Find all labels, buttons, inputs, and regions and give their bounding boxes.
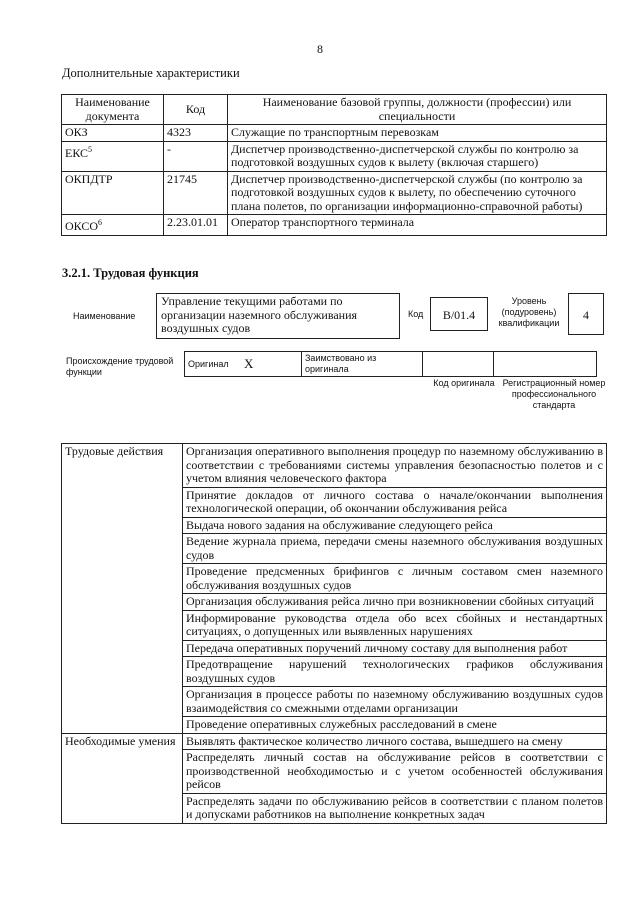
doc-cell: ОКСО$^6$ [62, 215, 164, 236]
footnote-mark: 6 [98, 218, 103, 227]
action-item: Организация в процессе работы по наземному обслуживанию воздушных судов взаимодействия со смежными отделами организации [183, 687, 607, 717]
table-row [62, 171, 607, 215]
code-cell: 4323 [164, 125, 228, 142]
action-item: Выдача нового задания на обслуживание следующего рейса [183, 517, 607, 534]
header-name: Наименование базовой группы, должности (профессии) или специальности [228, 95, 607, 125]
doc-cell: ОКПДТР [62, 171, 164, 215]
function-heading: 3.2.1. Трудовая функция [62, 266, 199, 280]
action-item: Проведение оперативных служебных расследований в смене [183, 717, 607, 734]
name-cell: Служащие по транспортным перевозкам [228, 125, 607, 142]
name-cell: Диспетчер производственно-диспетчерской службы по контролю за подготовкой воздушных судов к вылету (включая старшего) [228, 141, 607, 171]
doc-cell: ЕКС$^5$ [62, 141, 164, 171]
table-row [62, 125, 607, 142]
origin-label: Происхождение трудовой функции [66, 356, 174, 377]
actions-label: Трудовые действия [62, 444, 183, 734]
page-number: 8 [317, 42, 323, 56]
table-row [62, 141, 607, 171]
table-header-row [62, 95, 607, 125]
table-row [62, 444, 607, 488]
doc-cell: ОКЗ [62, 125, 164, 142]
original-label: Оригинал [185, 352, 242, 377]
origin-table [184, 351, 597, 377]
level-value: 4 [568, 293, 604, 335]
header-code: Код [164, 95, 228, 125]
reg-number-caption: Регистрационный номер профессионального стандарта [502, 378, 606, 410]
name-label: Наименование [73, 311, 136, 321]
name-cell: Диспетчер производственно-диспетчерской службы (по контролю за подготовкой воздушных судов к вылету, по обеспечению суточного плана полетов, по организации информационно-справочной работы) [228, 171, 607, 215]
section-title: Дополнительные характеристики [62, 66, 240, 80]
code-cell: 21745 [164, 171, 228, 215]
code-original-caption: Код оригинала [433, 378, 495, 388]
table-row [62, 733, 607, 750]
action-item: Организация обслуживания рейса лично при возникновении сбойных ситуаций [183, 594, 607, 611]
skill-item: Распределять личный состав на обслуживание рейсов в соответствии с производственной необходимостью и с учетом особенностей обслуживания рейсов [183, 750, 607, 794]
additional-characteristics-table [61, 94, 607, 236]
original-code-cell [423, 352, 494, 377]
footnote-mark: 5 [88, 144, 93, 154]
borrowed-label: Заимствовано из оригинала [302, 352, 423, 377]
name-cell: Оператор транспортного терминала [228, 215, 607, 236]
original-mark: X [241, 352, 302, 377]
code-cell: 2.23.01.01 [164, 215, 228, 236]
skills-label: Необходимые умения [62, 733, 183, 823]
action-item: Проведение предсменных брифингов с личным составом смен наземного обслуживания воздушных судов [183, 564, 607, 594]
action-item: Организация оперативного выполнения процедур по наземному обслуживанию в соответствии с требованиями системы управления безопасностью полетов и с учетом влияния человеческого фактора [183, 444, 607, 488]
function-details-table [61, 443, 607, 824]
code-label: Код [408, 309, 424, 319]
function-name-value: Управление текущими работами по организации наземного обслуживания воздушных судов [156, 293, 400, 339]
action-item: Ведение журнала приема, передачи смены наземного обслуживания воздушных судов [183, 534, 607, 564]
header-doc: Наименование документа [62, 95, 164, 125]
skill-item: Распределять задачи по обслуживанию рейсов в соответствии с планом полетов и допусками работников на выполнение конкретных задач [183, 793, 607, 823]
reg-number-cell [494, 352, 597, 377]
code-cell: - [164, 141, 228, 171]
skill-item: Выявлять фактическое количество личного состава, вышедшего на смену [183, 733, 607, 750]
action-item: Передача оперативных поручений личному составу для выполнения работ [183, 640, 607, 657]
level-label: Уровень (подуровень) квалификации [498, 296, 560, 328]
table-row [62, 215, 607, 236]
action-item: Принятие докладов от личного состава о начале/окончании выполнения технологической операции, об окончании обслуживания рейса [183, 487, 607, 517]
action-item: Информирование руководства отдела обо всех сбойных и нестандартных ситуациях, о допущенных или выявленных нарушениях [183, 610, 607, 640]
function-code-value: B/01.4 [430, 297, 488, 331]
action-item: Предотвращение нарушений технологических графиков обслуживания воздушных судов [183, 657, 607, 687]
